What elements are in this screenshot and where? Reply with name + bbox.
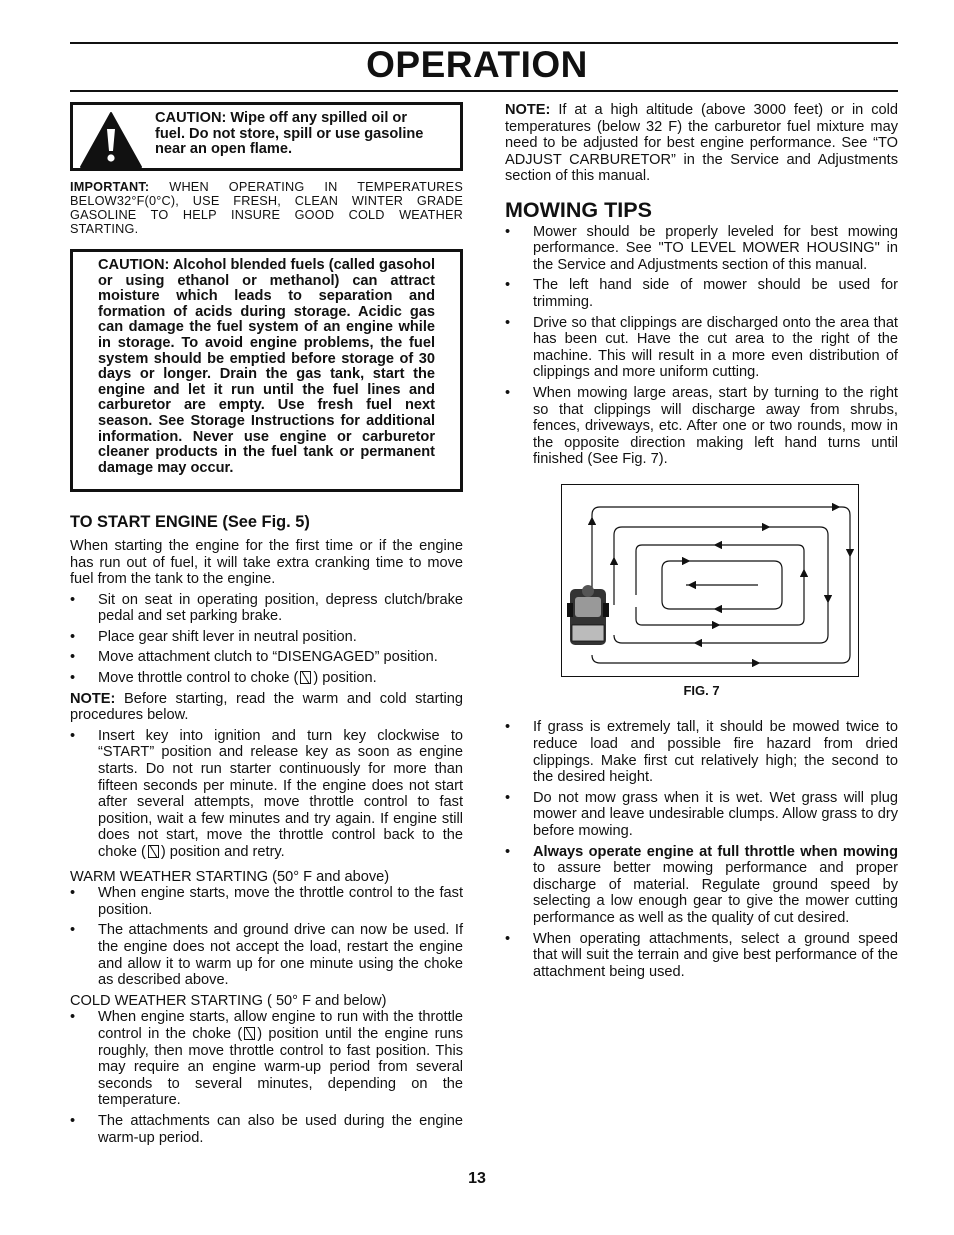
important-text: WHEN OPERATING IN TEMPERATURES BELOW32°F(0°C), USE FRESH, CLEAN WINTER GRADE GASOLINE TO HELP INSURE GOOD COLD WEATHER STARTING. — [70, 180, 463, 236]
title-bottom-rule — [70, 90, 898, 92]
list-item: • Do not mow grass when it is wet. Wet grass will plug mower and leave undesirable clumps. Allow grass to dry before mowing. — [505, 790, 898, 840]
list-item: • Move attachment clutch to “DISENGAGED” position. — [70, 649, 463, 666]
key-step-suffix: ) position and retry. — [160, 844, 285, 860]
choke-icon — [148, 845, 159, 858]
tractor-icon — [567, 585, 609, 645]
key-step-text: Insert key into ignition and turn key clockwise to “START” position and release key as soon as engine starts. Do not run starter continuously for more than fifteen seconds per minute. If the engine does not start after several attempts, move throttle control to fast position, wait a few minutes and try again. If engine still does not start, move the throttle control back to the choke ( — [98, 727, 463, 860]
start-engine-heading: TO START ENGINE (See Fig. 5) — [70, 513, 310, 532]
list-item: • The attachments and ground drive can now be used. If the engine does not accept the load, restart the engine and allow it to warm up for one minute using the choke as described above. — [70, 922, 463, 988]
choke-step-suffix: ) position. — [313, 670, 377, 687]
start-engine-intro: When starting the engine for the first time or if the engine has run out of fuel, it will take extra cranking time to move fuel from the tank to the engine. — [70, 537, 463, 588]
list-item: • Sit on seat in operating position, depress clutch/brake pedal and set parking brake. — [70, 592, 463, 625]
cold-step-text-b: ) position until the engine runs roughly, then move throttle control to fast position. This may require an engine warm-up period from several seconds to several minutes, depending on the temperature. — [98, 1025, 463, 1109]
starting-note — [70, 691, 463, 724]
list-item: • Drive so that clippings are discharged onto the area that has been cut. Have the cut area to the right of the machine. This will result in a more even distribution of clippings and more uniform cutting. — [505, 315, 898, 381]
throttle-tip-text: to assure better mowing performance and proper discharge of material. Regulate ground speed by selecting a low enough gear to give the mower cutting performance as well as the quality of cut desired. — [533, 860, 898, 926]
mowing-pattern-diagram — [562, 485, 858, 676]
list-item: • When engine starts, move the throttle control to the fast position. — [70, 885, 463, 918]
list-item: • If grass is extremely tall, it should be mowed twice to reduce load and possible fire hazard from dried clippings. Make first cut relatively high; the second to the desired height. — [505, 719, 898, 785]
throttle-tip-bold: Always operate engine at full throttle when mowing — [533, 843, 898, 860]
warm-steps-list — [70, 885, 463, 989]
mowing-pattern-figure — [561, 484, 859, 677]
caution-oil-text: CAUTION: Wipe off any spilled oil or fuel. Do not store, spill or use gasoline near an open flame. — [155, 110, 424, 157]
important-label: IMPORTANT: — [70, 180, 150, 194]
right-column — [505, 102, 898, 984]
key-steps-list — [70, 728, 463, 861]
list-item — [505, 844, 898, 927]
cold-step-text-a: When engine starts, allow engine to run with the throttle control in the choke ( — [98, 1009, 463, 1042]
list-item: • The left hand side of mower should be used for trimming. — [505, 277, 898, 310]
list-item — [70, 728, 463, 861]
mowing-tips-list-2 — [505, 719, 898, 980]
choke-icon — [244, 1027, 255, 1040]
figure-caption: FIG. 7 — [683, 682, 720, 698]
warning-triangle-icon — [79, 111, 143, 169]
caution-box-oil — [70, 102, 463, 171]
page-title: OPERATION — [366, 44, 588, 85]
mowing-tips-heading: MOWING TIPS — [505, 197, 652, 222]
altitude-note — [505, 102, 898, 185]
altitude-note-text: If at a high altitude (above 3000 feet) or in cold temperatures (below 32 F) the carburetor fuel mixture may need to be adjusted for best engine performance. See “TO ADJUST CARBURETOR” in the Service and Adjustments section of this manual. — [505, 102, 898, 185]
caution-box-alcohol: CAUTION: Alcohol blended fuels (called gasohol or using ethanol or methanol) can attract moisture which leads to separation and formation of acids during storage. Acidic gas can damage the fuel system of an engine while in storage. To avoid engine problems, the fuel system should be emptied before storage of 30 days or longer. Drain the gas tank, start the engine and let it run until the fuel lines and carburetor are empty. Use fresh fuel next season. See Storage Instructions for additional information. Never use engine or carburetor cleaner products in the fuel tank or permanent damage may occur. — [70, 249, 463, 492]
page-number: 13 — [468, 1170, 486, 1187]
list-item: • When mowing large areas, start by turning to the right so that clippings will discharge away from shrubs, fences, driveways, etc. After one or two rounds, mow in the opposite direction making left hand turns until finished (See Fig. 7). — [505, 385, 898, 468]
cold-steps-list — [70, 1009, 463, 1146]
list-item: • Place gear shift lever in neutral position. — [70, 629, 463, 646]
mowing-tips-list — [505, 224, 898, 468]
list-item — [70, 1009, 463, 1109]
altitude-note-label: NOTE: — [505, 102, 551, 118]
left-column — [70, 102, 463, 1150]
list-item: • The attachments can also be used during the engine warm-up period. — [70, 1113, 463, 1146]
cold-weather-heading: COLD WEATHER STARTING ( 50° F and below) — [70, 992, 387, 1009]
choke-icon — [300, 671, 311, 684]
choke-step-text: Move throttle control to choke ( — [98, 670, 299, 687]
list-item: • Mower should be properly leveled for best mowing performance. See "TO LEVEL MOWER HOUSING" in the Service and Adjustments section of this manual. — [505, 224, 898, 274]
start-steps-list — [70, 592, 463, 687]
list-item — [70, 670, 463, 687]
warm-weather-heading: WARM WEATHER STARTING (50° F and above) — [70, 868, 390, 885]
important-notice — [70, 180, 463, 236]
note-text: Before starting, read the warm and cold starting procedures below. — [70, 690, 463, 724]
note-label: NOTE: — [70, 690, 116, 707]
list-item: • When operating attachments, select a ground speed that will suit the terrain and give best performance of the attachment being used. — [505, 931, 898, 981]
